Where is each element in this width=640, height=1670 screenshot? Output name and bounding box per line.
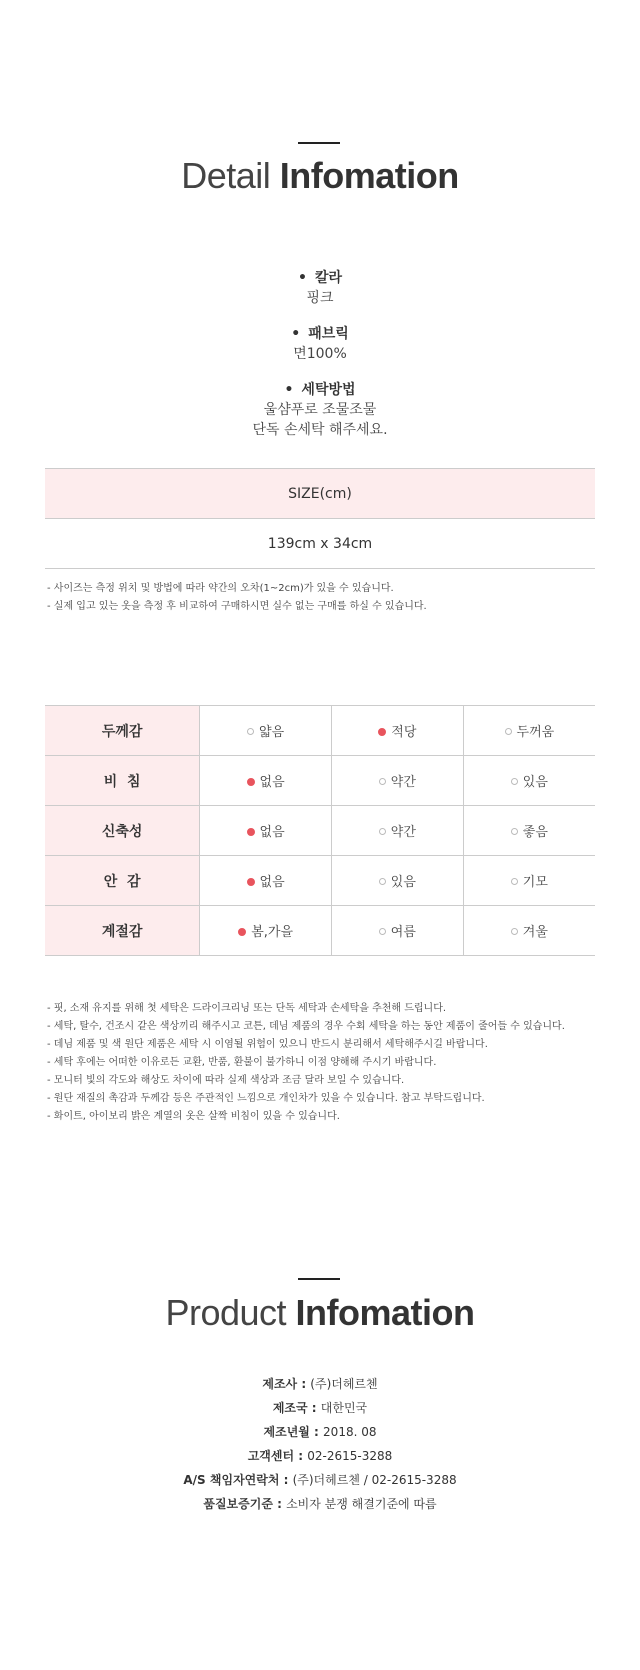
option-label: 있음 — [522, 775, 548, 790]
info-value: 2018. 08 — [323, 1425, 377, 1439]
radio-dot-icon — [379, 828, 386, 835]
info-key: 고객센터 : — [247, 1449, 308, 1463]
product-title — [0, 1292, 640, 1334]
spec-fabric — [0, 324, 640, 364]
radio-dot-icon — [379, 878, 386, 885]
spec-fabric-value: 면100% — [293, 346, 347, 362]
option-label: 여름 — [390, 925, 416, 940]
radio-dot-icon — [378, 728, 386, 736]
option-cell — [200, 756, 332, 806]
care-note: - 원단 재질의 촉감과 두께감 등은 주관적인 느낌으로 개인차가 있을 수 있습니다. 참고 부탁드립니다. — [47, 1093, 485, 1104]
option-label: 약간 — [390, 775, 416, 790]
info-key: A/S 책임자연락처 : — [183, 1473, 293, 1487]
option-label: 기모 — [522, 875, 548, 890]
bullet-icon: • — [297, 270, 307, 286]
option-cell — [463, 756, 595, 806]
property-row-season — [45, 906, 595, 956]
spec-fabric-label: 패브릭 — [308, 326, 349, 342]
option-cell — [331, 806, 463, 856]
radio-dot-icon — [379, 778, 386, 785]
bullet-icon: • — [284, 382, 294, 398]
info-as-contact — [0, 1468, 640, 1492]
option-cell — [463, 856, 595, 906]
option-label: 겨울 — [522, 925, 548, 940]
info-value: (주)더헤르첸 — [310, 1377, 378, 1391]
size-value-row — [45, 519, 595, 569]
radio-dot-icon — [511, 878, 518, 885]
info-country — [0, 1396, 640, 1420]
care-note: - 핏, 소재 유지를 위해 첫 세탁은 드라이크리닝 또는 단독 세탁과 손세탁을 추천해 드립니다. — [47, 1003, 447, 1014]
radio-dot-icon — [247, 878, 255, 886]
care-note: - 모니터 빛의 각도와 해상도 차이에 따라 실제 색상과 조금 달라 보일 수 있습니다. — [47, 1075, 405, 1086]
bullet-icon: • — [291, 326, 301, 342]
care-note: - 화이트, 아이보리 밝은 계열의 옷은 살짝 비침이 있을 수 있습니다. — [47, 1111, 340, 1122]
product-title-light: Product — [165, 1292, 287, 1333]
option-cell — [463, 706, 595, 756]
size-note: - 사이즈는 측정 위치 및 방법에 따라 약간의 오차(1~2cm)가 있을 수 있습니다. — [47, 583, 394, 594]
radio-dot-icon — [379, 928, 386, 935]
property-label: 비 침 — [45, 756, 200, 806]
info-value: (주)더헤르첸 / 02-2615-3288 — [292, 1473, 457, 1487]
care-note: - 세탁 후에는 어떠한 이유로든 교환, 반품, 환불이 불가하니 이점 양해해 주시기 바랍니다. — [47, 1057, 437, 1068]
radio-dot-icon — [505, 728, 512, 735]
property-row-stretch — [45, 806, 595, 856]
radio-dot-icon — [511, 828, 518, 835]
product-title-bar — [298, 1278, 340, 1280]
option-label: 적당 — [391, 725, 417, 740]
size-notes — [47, 580, 607, 616]
size-header: SIZE(cm) — [45, 469, 595, 519]
radio-dot-icon — [511, 778, 518, 785]
property-row-lining — [45, 856, 595, 906]
property-label: 안 감 — [45, 856, 200, 906]
product-info-list — [0, 1372, 640, 1516]
size-note: - 실제 입고 있는 옷을 측정 후 비교하여 구매하시면 실수 없는 구매를 하실 수 있습니다. — [47, 601, 427, 612]
size-value: 139cm x 34cm — [45, 519, 595, 569]
option-label: 얇음 — [259, 725, 285, 740]
option-cell — [200, 806, 332, 856]
option-label: 없음 — [259, 825, 285, 840]
radio-dot-icon — [247, 828, 255, 836]
info-quality-standard — [0, 1492, 640, 1516]
option-cell — [331, 906, 463, 956]
option-cell — [463, 906, 595, 956]
info-key: 제조국 : — [272, 1401, 321, 1415]
info-date — [0, 1420, 640, 1444]
radio-dot-icon — [511, 928, 518, 935]
spec-color-label: 칼라 — [314, 270, 342, 286]
property-label: 두께감 — [45, 706, 200, 756]
detail-title-light: Detail — [181, 155, 271, 196]
option-cell — [331, 706, 463, 756]
property-row-thickness — [45, 706, 595, 756]
option-label: 있음 — [390, 875, 416, 890]
detail-title-bold: Infomation — [279, 155, 459, 196]
care-note: - 세탁, 탈수, 건조시 같은 색상끼리 해주시고 코튼, 데님 제품의 경우 수회 세탁을 하는 동안 제품이 줄어들 수 있습니다. — [47, 1021, 565, 1032]
radio-dot-icon — [247, 778, 255, 786]
product-title-bold: Infomation — [295, 1292, 475, 1333]
info-customer-center — [0, 1444, 640, 1468]
spec-washing-value-2: 단독 손세탁 해주세요. — [252, 422, 388, 438]
care-note: - 데님 제품 및 색 원단 제품은 세탁 시 이염될 위험이 있으니 반드시 분리해서 세탁해주시길 바랍니다. — [47, 1039, 488, 1050]
care-notes — [47, 1000, 607, 1126]
property-label: 계절감 — [45, 906, 200, 956]
option-label: 두꺼움 — [516, 725, 555, 740]
info-value: 02-2615-3288 — [307, 1449, 393, 1463]
spec-washing-label: 세탁방법 — [301, 382, 356, 398]
option-cell — [200, 906, 332, 956]
property-label: 신축성 — [45, 806, 200, 856]
property-table — [45, 705, 595, 956]
spec-color-value: 핑크 — [306, 290, 334, 306]
spec-washing — [0, 380, 640, 440]
detail-title — [0, 155, 640, 197]
info-manufacturer — [0, 1372, 640, 1396]
spec-washing-value-1: 울샴푸로 조물조물 — [263, 402, 377, 418]
option-cell — [200, 706, 332, 756]
radio-dot-icon — [247, 728, 254, 735]
option-label: 봄,가을 — [251, 925, 294, 940]
option-label: 없음 — [259, 875, 285, 890]
option-label: 좋음 — [522, 825, 548, 840]
option-cell — [463, 806, 595, 856]
size-table — [45, 468, 595, 569]
info-key: 제조년월 : — [263, 1425, 324, 1439]
spec-color — [0, 268, 640, 308]
property-row-sheerness — [45, 756, 595, 806]
info-key: 제조사 : — [262, 1377, 311, 1391]
detail-title-bar — [298, 142, 340, 144]
option-label: 약간 — [390, 825, 416, 840]
info-value: 소비자 분쟁 해결기준에 따름 — [286, 1497, 437, 1511]
info-value: 대한민국 — [320, 1401, 368, 1415]
spec-list — [0, 268, 640, 456]
option-cell — [200, 856, 332, 906]
option-cell — [331, 756, 463, 806]
option-label: 없음 — [259, 775, 285, 790]
radio-dot-icon — [238, 928, 246, 936]
option-cell — [331, 856, 463, 906]
info-key: 품질보증기준 : — [203, 1497, 287, 1511]
size-header-row — [45, 469, 595, 519]
